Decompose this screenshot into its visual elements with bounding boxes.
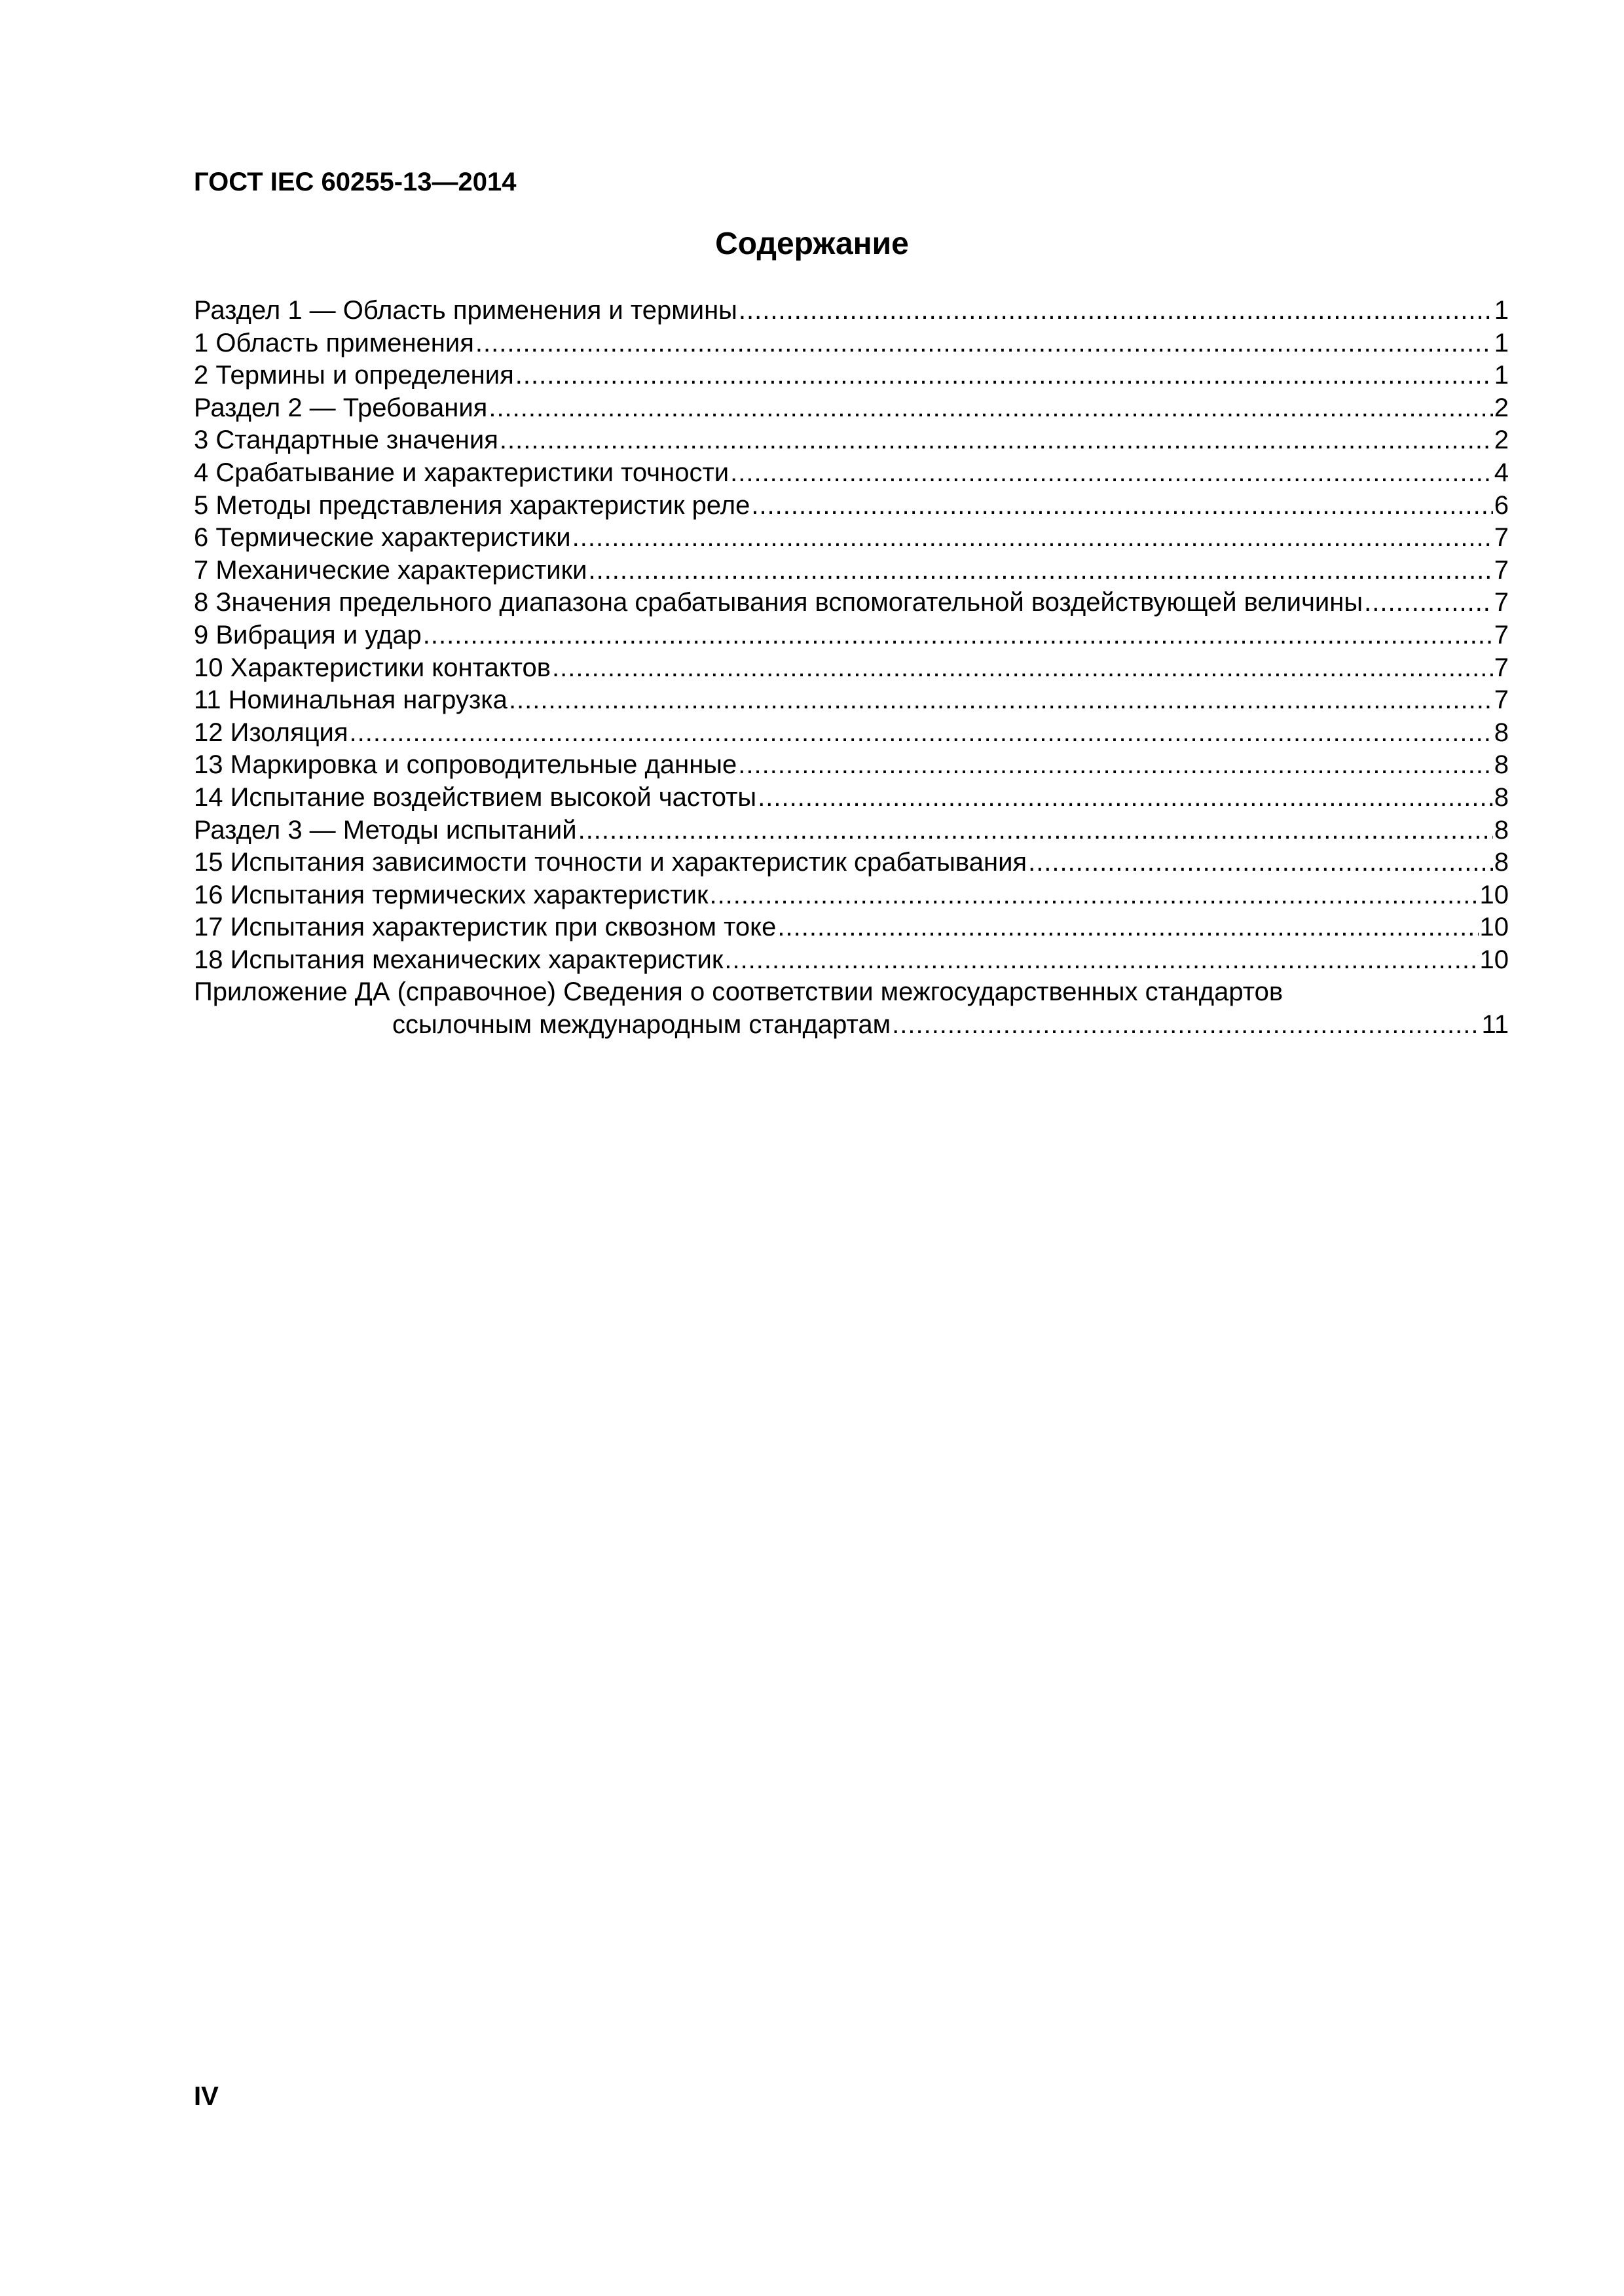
dot-leader (588, 555, 1492, 587)
toc-entry[interactable] (194, 814, 1509, 847)
toc-entry[interactable] (194, 327, 1509, 360)
toc-entry-page: 1 (1494, 328, 1509, 357)
toc-entry-label: 17 Испытания характеристик при сквозном токе (194, 913, 777, 942)
dot-leader (738, 749, 1492, 782)
toc-entry-page: 2 (1494, 426, 1509, 455)
toc-entry[interactable] (194, 359, 1509, 392)
toc-entry-label: 8 Значения предельного диапазона срабатывания вспомогательной воздействующей величины (194, 588, 1363, 617)
toc-entry[interactable] (194, 457, 1509, 490)
table-of-contents (194, 295, 1509, 1042)
dot-leader (552, 652, 1493, 685)
toc-entry[interactable] (194, 652, 1509, 685)
toc-entry-page: 10 (1479, 945, 1509, 974)
toc-entry-page: 8 (1494, 848, 1509, 877)
toc-entry[interactable] (194, 587, 1509, 619)
dot-leader (724, 944, 1478, 977)
toc-entry-label: 2 Термины и определения (194, 361, 514, 390)
toc-appendix-label-cont: ссылочным международным стандартам (392, 1010, 891, 1040)
dot-leader (489, 392, 1492, 425)
toc-entry-label: 5 Методы представления характеристик реле (194, 490, 750, 520)
toc-entry-label: 15 Испытания зависимости точности и характеристик срабатывания (194, 848, 1027, 877)
toc-entry-label: 3 Стандартные значения (194, 426, 498, 455)
dot-leader (500, 424, 1493, 457)
toc-entry-label: 18 Испытания механических характеристик (194, 945, 724, 974)
dot-leader (509, 684, 1493, 717)
toc-entry-page: 1 (1494, 361, 1509, 390)
dot-leader (751, 490, 1492, 522)
toc-entry-page: 7 (1494, 588, 1509, 617)
toc-entry-page: 2 (1494, 393, 1509, 422)
toc-entry-page: 8 (1494, 782, 1509, 812)
toc-entry-label: 12 Изоляция (194, 718, 348, 747)
toc-entry[interactable] (194, 847, 1509, 879)
toc-entry-page: 8 (1494, 750, 1509, 780)
toc-entry[interactable] (194, 522, 1509, 555)
toc-entry-label: 14 Испытание воздействием высокой частоты (194, 782, 757, 812)
dot-leader (515, 359, 1493, 392)
toc-entry-label: Раздел 2 — Требования (194, 393, 488, 422)
toc-entry[interactable] (194, 749, 1509, 782)
toc-appendix-title[interactable] (194, 976, 1509, 1009)
dot-leader (730, 457, 1493, 490)
dot-leader (709, 879, 1478, 912)
toc-entry-page: 7 (1494, 653, 1509, 682)
toc-entry-label: 11 Номинальная нагрузка (194, 685, 507, 715)
dot-leader (739, 295, 1493, 327)
toc-title: Содержание (715, 227, 909, 261)
toc-entry[interactable] (194, 944, 1509, 977)
toc-entry[interactable] (194, 782, 1509, 814)
toc-entry-page: 4 (1494, 458, 1509, 487)
dot-leader (350, 717, 1493, 750)
dot-leader (758, 782, 1493, 814)
toc-entry-label: 10 Характеристики контактов (194, 653, 551, 682)
dot-leader (892, 1009, 1480, 1042)
dot-leader (1028, 847, 1493, 879)
toc-appendix-label: Приложение ДА (справочное) Сведения о соответствии межгосударственных стандартов (194, 977, 1283, 1007)
toc-entry-page: 8 (1494, 718, 1509, 747)
toc-entry-page: 8 (1494, 815, 1509, 845)
toc-entry[interactable] (194, 619, 1509, 652)
toc-entry[interactable] (194, 684, 1509, 717)
toc-entry-label: 9 Вибрация и удар (194, 620, 422, 649)
toc-entry[interactable] (194, 555, 1509, 587)
toc-entry-page: 7 (1494, 685, 1509, 715)
dot-leader (475, 327, 1493, 360)
toc-entry-label: 16 Испытания термических характеристик (194, 880, 709, 909)
toc-entry[interactable] (194, 295, 1509, 327)
toc-entry-label: 4 Срабатывание и характеристики точности (194, 458, 729, 487)
toc-entry-page: 1 (1494, 296, 1509, 325)
toc-entry[interactable] (194, 911, 1509, 944)
dot-leader (423, 619, 1493, 652)
toc-entry[interactable] (194, 879, 1509, 912)
toc-entry[interactable] (194, 717, 1509, 750)
toc-entry[interactable] (194, 424, 1509, 457)
toc-entry[interactable] (194, 490, 1509, 522)
toc-entry[interactable] (194, 392, 1509, 425)
toc-entry-label: 6 Термические характеристики (194, 523, 571, 553)
toc-entry-page: 10 (1479, 880, 1509, 909)
toc-entry-label: 7 Механические характеристики (194, 555, 587, 585)
dot-leader (578, 814, 1493, 847)
toc-appendix-page: 11 (1481, 1010, 1509, 1040)
toc-appendix-continuation[interactable] (194, 1009, 1509, 1042)
dot-leader (1364, 587, 1493, 619)
dot-leader (777, 911, 1478, 944)
toc-entry-page: 10 (1479, 913, 1509, 942)
toc-entry-label: 1 Область применения (194, 328, 474, 357)
toc-entry-page: 7 (1494, 620, 1509, 649)
toc-entry-page: 7 (1494, 555, 1509, 585)
toc-entry-page: 7 (1494, 523, 1509, 553)
document-code: ГОСТ IEC 60255-13—2014 (194, 168, 517, 196)
toc-entry-label: Раздел 1 — Область применения и термины (194, 296, 737, 325)
toc-entry-label: Раздел 3 — Методы испытаний (194, 815, 577, 845)
dot-leader (572, 522, 1493, 555)
page-number: IV (194, 2082, 219, 2111)
toc-entry-page: 6 (1494, 490, 1509, 520)
toc-entry-label: 13 Маркировка и сопроводительные данные (194, 750, 737, 780)
